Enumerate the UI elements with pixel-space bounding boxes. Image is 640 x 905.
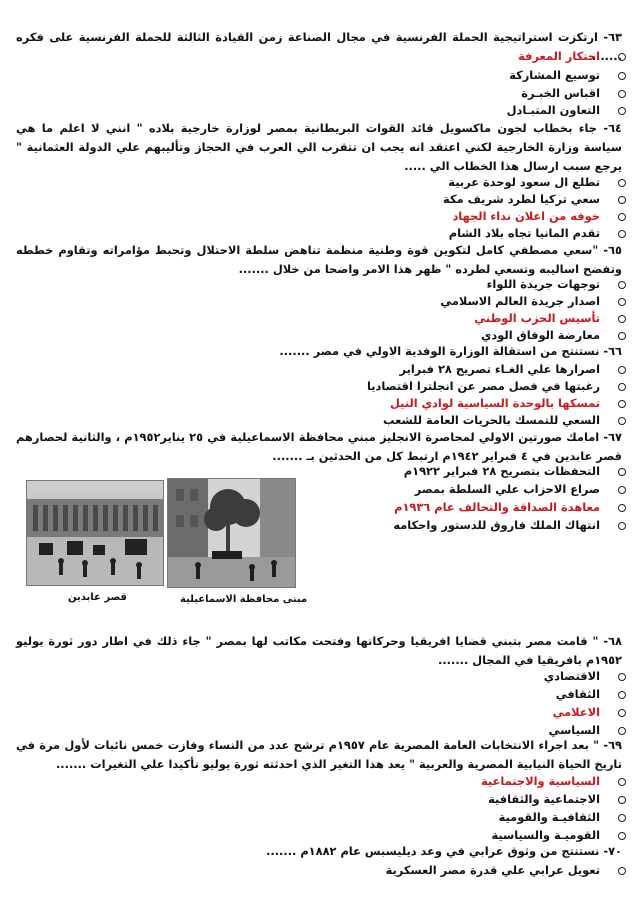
- q69-option-1[interactable]: السياسية والاجتماعية: [481, 773, 600, 790]
- q64-option-2[interactable]: سعي تركيا لطرد شريف مكة: [443, 191, 600, 208]
- q68-option-4[interactable]: السياسي: [549, 722, 600, 739]
- ismailia-building-photo: [167, 478, 296, 588]
- q66-option-2[interactable]: رغبتها في فصل مصر عن انجلترا اقتصاديا: [367, 378, 600, 395]
- radio-circle-icon: [618, 709, 626, 717]
- q69-option-2[interactable]: الاجتماعية والثقافية: [488, 791, 600, 808]
- q64-option-3[interactable]: خوفه من اعلان نداء الجهاد: [452, 208, 600, 225]
- q66-option-3[interactable]: تمسكها بالوحدة السياسية لوادي النيل: [390, 395, 600, 412]
- radio-circle-icon: [618, 486, 626, 494]
- radio-circle-icon: [618, 230, 626, 238]
- radio-circle-icon: [618, 179, 626, 187]
- q68-option-1[interactable]: الاقتصادي: [544, 668, 600, 685]
- q63-option-3[interactable]: اقباس الخبـرة: [521, 85, 600, 102]
- q67-option-2[interactable]: صراع الاحزاب علي السلطة بمصر: [415, 481, 600, 498]
- radio-circle-icon: [618, 72, 626, 80]
- radio-circle-icon: [618, 383, 626, 391]
- radio-circle-icon: [618, 298, 626, 306]
- q67-option-1[interactable]: التحفظات بتصريح ٢٨ فبراير ١٩٢٢م: [404, 463, 600, 480]
- q70-option-1[interactable]: تعويل عرابي علي قدرة مصر العسكرية: [386, 862, 600, 879]
- q69-option-4[interactable]: القوميـة والسياسية: [491, 827, 600, 844]
- radio-circle-icon: [618, 315, 626, 323]
- radio-circle-icon: [618, 832, 626, 840]
- radio-circle-icon: [618, 504, 626, 512]
- q65-option-4[interactable]: معارضة الوفاق الودي: [481, 327, 600, 344]
- q63-option-2[interactable]: توسيع المشاركة: [509, 67, 600, 84]
- radio-circle-icon: [618, 366, 626, 374]
- abdeen-caption: قصر عابدين: [68, 592, 127, 603]
- radio-circle-icon: [618, 814, 626, 822]
- radio-circle-icon: [618, 417, 626, 425]
- q63-option-1[interactable]: احتكار المعرفة: [518, 48, 600, 65]
- question-69: ٦٩- " بعد اجراء الانتخابات العامة المصرية عام ١٩٥٧م ترشح عدد من النساء وفازت خمس نائبات لأول مرة في تاريخ الحياة النيابية المصرية والعربية " يعد هذا التغير الذي احدثته ثورة يوليو تأكيدا علي التغيرات .......: [16, 738, 622, 771]
- radio-circle-icon: [618, 281, 626, 289]
- q63-option-4[interactable]: التعاون المتبـادل: [507, 102, 600, 119]
- radio-circle-icon: [618, 332, 626, 340]
- q66-option-1[interactable]: اصرارها علي الغـاء تصريح ٢٨ فبراير: [400, 361, 600, 378]
- q64-option-1[interactable]: تطلع ال سعود لوحدة عربية: [448, 174, 600, 191]
- question-67: ٦٧- امامك صورتين الاولي لمحاصرة الانجليز مبني محافظة الاسماعيلية في ٢٥ يناير١٩٥٢م ، والثانية لحصارهم قصر عابدين في ٤ فبراير ١٩٤٢م ارتبط كل من الحدثين بـ .......: [16, 430, 622, 463]
- abdeen-palace-image: [27, 481, 163, 585]
- q65-option-1[interactable]: توجهات جريدة اللواء: [487, 276, 600, 293]
- q66-option-4[interactable]: السعي للتمسك بالحريات العامة للشعب: [383, 412, 600, 429]
- radio-circle-icon: [618, 691, 626, 699]
- q67-option-4[interactable]: انتهاك الملك فاروق للدستور واحكامه: [393, 517, 600, 534]
- q69-option-3[interactable]: الثقافيـة والقومية: [499, 809, 600, 826]
- radio-circle-icon: [618, 400, 626, 408]
- radio-circle-icon: [618, 867, 626, 875]
- question-70: ٧٠- نستنتج من وثوق عرابي في وعد ديليسبس عام ١٨٨٢م .......: [266, 844, 622, 858]
- q68-option-3[interactable]: الاعلامي: [553, 704, 600, 721]
- q64-option-4[interactable]: تقدم المانيا تجاه بلاد الشام: [449, 225, 600, 242]
- radio-circle-icon: [618, 90, 626, 98]
- q65-option-2[interactable]: اصدار جريدة العالم الاسلامي: [440, 293, 600, 310]
- question-66: ٦٦- نستنتج من استقالة الوزارة الوفدية الاولي في مصر .......: [279, 344, 622, 358]
- radio-circle-icon: [618, 522, 626, 530]
- radio-circle-icon: [618, 107, 626, 115]
- radio-circle-icon: [618, 53, 626, 61]
- q65-option-3[interactable]: تأسيس الحزب الوطني: [474, 310, 600, 327]
- question-68: ٦٨- " قامت مصر بتبني قضايا افريقيا وحركاتها وفتحت مكاتب لها بمصر " جاء ذلك في اطار دور ثورة يوليو ١٩٥٢م بافريقيا في المجال .......: [16, 634, 622, 667]
- radio-circle-icon: [618, 727, 626, 735]
- ismailia-building-image: [168, 479, 295, 587]
- radio-circle-icon: [618, 213, 626, 221]
- q67-option-3[interactable]: معاهدة الصداقة والتحالف عام ١٩٣٦م: [394, 499, 600, 516]
- question-65: ٦٥- "سعي مصطفي كامل لتكوين قوة وطنية منظمة تناهض سلطة الاحتلال وتحبط مؤامراته وتقاوم خططه وتفضح اساليبه وتسعي لطرده " ظهر هذا الامر واضحا من خلال .......: [16, 243, 622, 276]
- abdeen-palace-photo: [26, 480, 164, 586]
- q68-option-2[interactable]: الثقافي: [556, 686, 600, 703]
- radio-circle-icon: [618, 468, 626, 476]
- question-64: ٦٤- جاء بخطاب لجون ماكسويل قائد القوات البريطانية بمصر لوزارة خارجية بلاده " انني لا اعلم ما هي سياسة وزارة الخارجية لكني اعتقد انه يجب ان تتقرب الي العرب في الحجاز وتأليبهم علي الدولة العثمانية " يرجع سبب ارسال هذا الخطاب الي .....: [16, 121, 622, 173]
- radio-circle-icon: [618, 796, 626, 804]
- question-63: ٦٣- ارتكزت استراتيجية الحملة الفرنسية في مجال الصناعة زمن القيادة الثالثة للحملة الفرنسية على فكره .......: [16, 30, 622, 63]
- ismailia-caption: مبنى محافظة الاسماعيلية: [180, 594, 308, 605]
- radio-circle-icon: [618, 673, 626, 681]
- radio-circle-icon: [618, 778, 626, 786]
- radio-circle-icon: [618, 196, 626, 204]
